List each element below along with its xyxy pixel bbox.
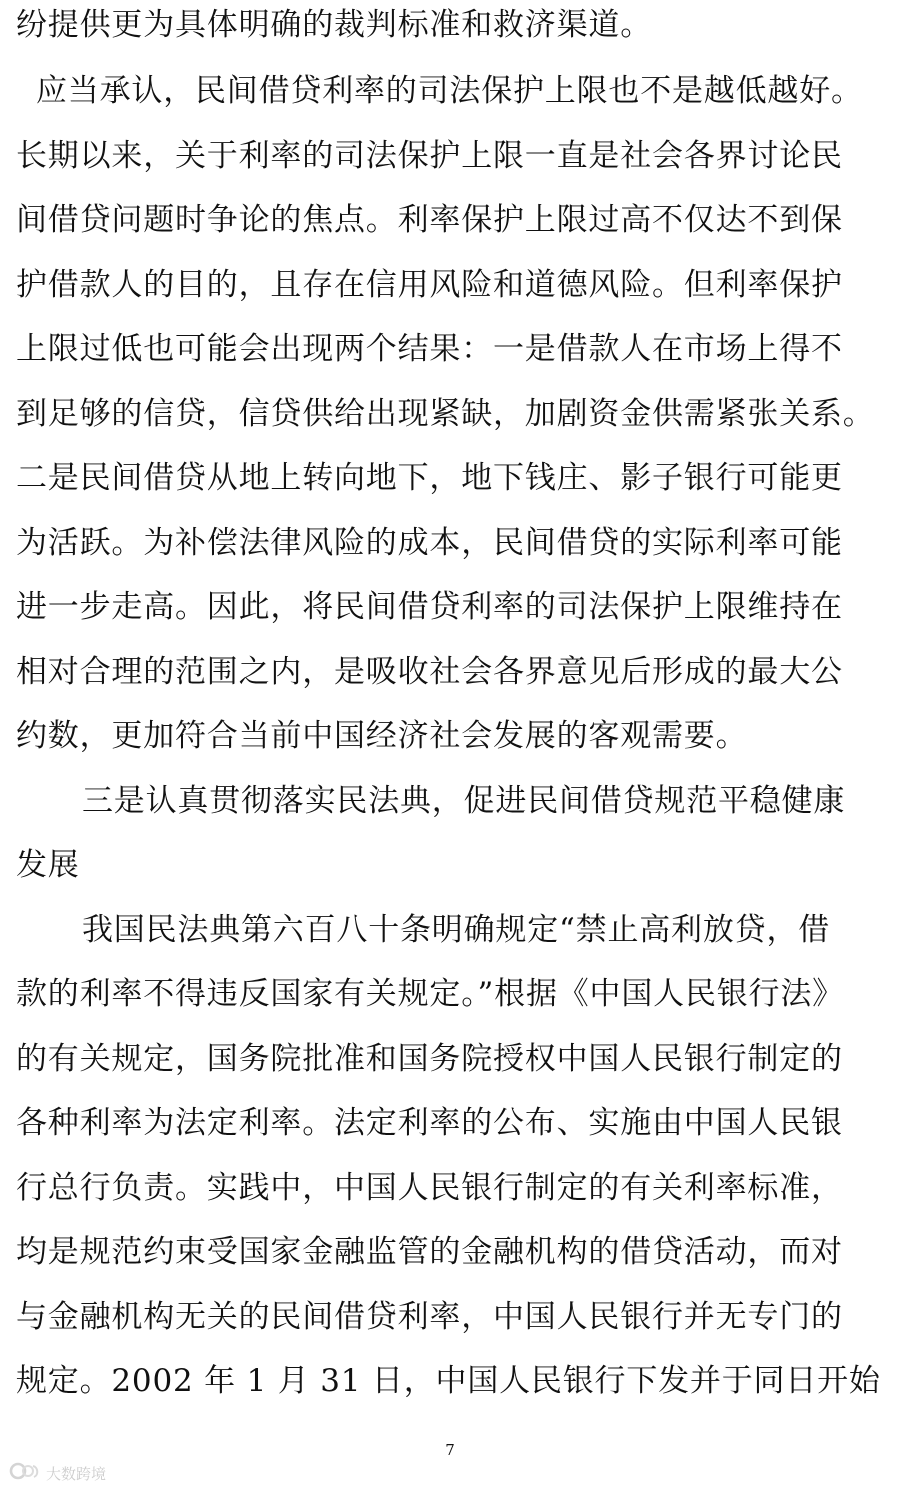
text-line: 为活跃。为补偿法律风险的成本，民间借贷的实际利率可能 (16, 525, 843, 561)
text-line: 规定。2002 年 1 月 31 日，中国人民银行下发并于同日开始 (16, 1363, 881, 1399)
text-line: 行总行负责。实践中，中国人民银行制定的有关利率标准， (16, 1170, 843, 1206)
text-line: 我国民法典第六百八十条明确规定“禁止高利放贷，借 (82, 912, 831, 948)
page-number: 7 (445, 1441, 455, 1459)
text-line: 相对合理的范围之内，是吸收社会各界意见后形成的最大公 (16, 654, 843, 690)
text-line: 应当承认，民间借贷利率的司法保护上限也不是越低越好。 (36, 73, 863, 109)
text-line: 各种利率为法定利率。法定利率的公布、实施由中国人民银 (16, 1105, 843, 1141)
text-line: 间借贷问题时争论的焦点。利率保护上限过高不仅达不到保 (16, 202, 843, 238)
section-heading-line: 发展 (16, 847, 80, 883)
text-line: 二是民间借贷从地上转向地下，地下钱庄、影子银行可能更 (16, 460, 843, 496)
text-line: 款的利率不得违反国家有关规定。”根据《中国人民银行法》 (16, 976, 844, 1012)
text-line: 均是规范约束受国家金融监管的金融机构的借贷活动，而对 (16, 1234, 843, 1270)
text-line: 与金融机构无关的民间借贷利率，中国人民银行并无专门的 (16, 1299, 843, 1335)
brand-logo-icon (8, 1459, 42, 1487)
text-line: 约数，更加符合当前中国经济社会发展的客观需要。 (16, 718, 748, 754)
text-line: 护借款人的目的，且存在信用风险和道德风险。但利率保护 (16, 267, 843, 303)
text-line: 到足够的信贷，信贷供给出现紧缺，加剧资金供需紧张关系。 (16, 396, 875, 432)
watermark (8, 1460, 106, 1486)
text-line: 进一步走高。因此，将民间借贷利率的司法保护上限维持在 (16, 589, 843, 625)
text-line: 长期以来，关于利率的司法保护上限一直是社会各界讨论民 (16, 138, 843, 174)
section-heading-line: 三是认真贯彻落实民法典，促进民间借贷规范平稳健康 (82, 783, 846, 819)
watermark-text: 大数跨境 (46, 1464, 107, 1483)
text-line: 纷提供更为具体明确的裁判标准和救济渠道。 (16, 7, 652, 43)
text-line: 的有关规定，国务院批准和国务院授权中国人民银行制定的 (16, 1041, 843, 1077)
text-line: 上限过低也可能会出现两个结果：一是借款人在市场上得不 (16, 331, 843, 367)
